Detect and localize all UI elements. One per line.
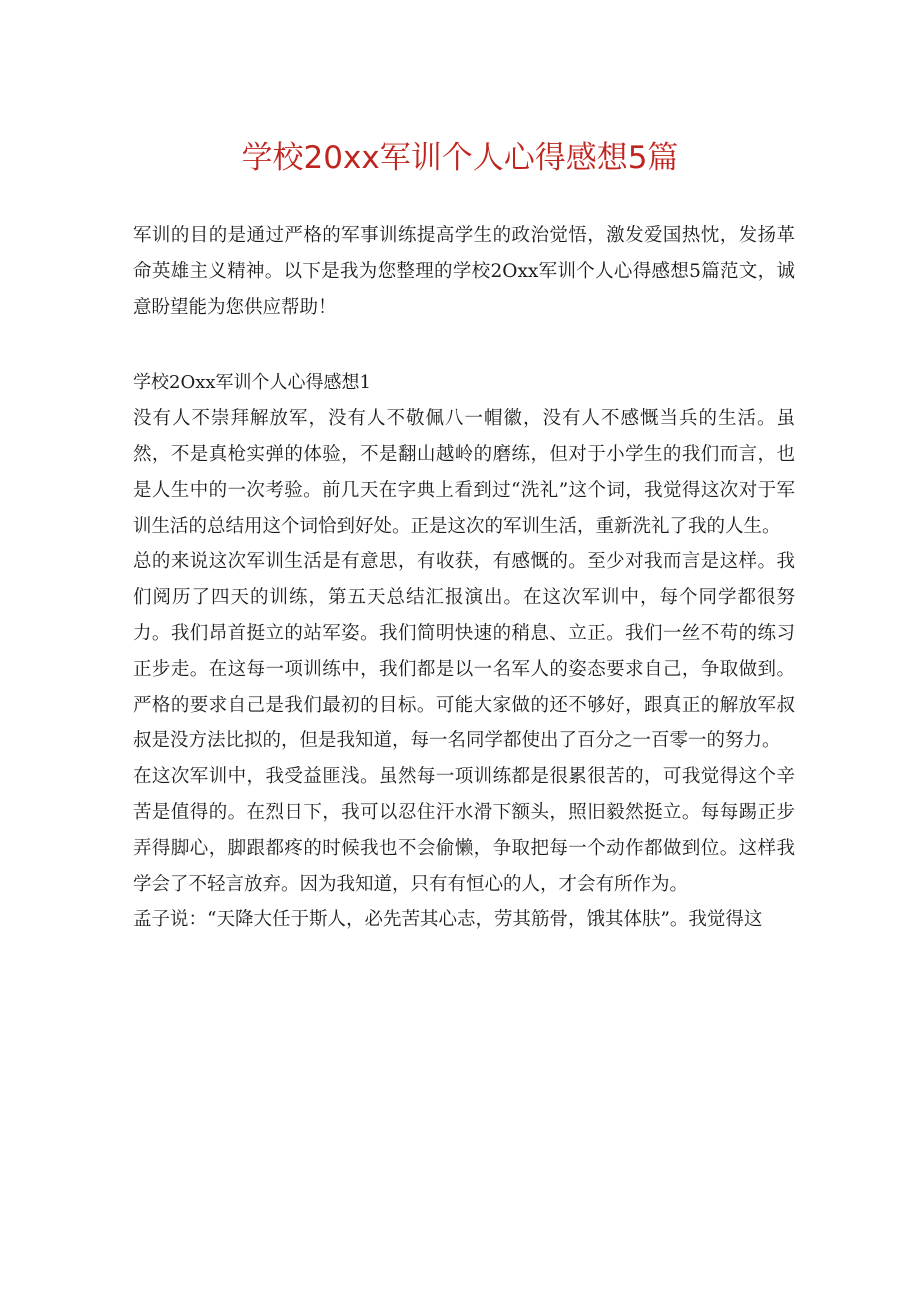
document-body	[133, 218, 795, 938]
body-paragraph-3: 在这次军训中，我受益匪浅。虽然每一项训练都是很累很苦的，可我觉得这个辛苦是值得的。在烈日下，我可以忍住汗水滑下额头，照旧毅然挺立。每每踢正步弄得脚心，脚跟都疼的时候我也不会偷懒，争取把每一个动作都做到位。这样我学会了不轻言放弃。因为我知道，只有有恒心的人，才会有所作为。	[133, 766, 795, 895]
document-title: 学校20xx军训个人心得感想5篇	[241, 140, 679, 176]
intro-paragraph: 军训的目的是通过严格的军事训练提高学生的政治觉悟，激发爱国热忱，发扬革命英雄主义精神。以下是我为您整理的学校2Oxx军训个人心得感想5篇范文，诚意盼望能为您供应帮助！	[133, 225, 795, 318]
section-heading: 学校2Oxx军训个人心得感想1	[133, 372, 371, 394]
body-paragraph-2: 总的来说这次军训生活是有意思，有收获，有感慨的。至少对我而言是这样。我们阅历了四天的训练，第五天总结汇报演出。在这次军训中，每个同学都很努力。我们昂首挺立的站军姿。我们简明快速的稍息、立正。我们一丝不苟的练习正步走。在这每一项训练中，我们都是以一名军人的姿态要求自己，争取做到。严格的要求自己是我们最初的目标。可能大家做的还不够好，跟真正的解放军叔叔是没方法比拟的，但是我知道，每一名同学都使出了百分之一百零一的努力。	[133, 551, 795, 752]
body-paragraph-4: 孟子说：“天降大任于斯人，必先苦其心志，劳其筋骨，饿其体肤”。我觉得这	[133, 909, 763, 931]
body-paragraph-1: 没有人不崇拜解放军，没有人不敬佩八一帽徽，没有人不感慨当兵的生活。虽然，不是真枪实弹的体验，不是翻山越岭的磨练，但对于小学生的我们而言，也是人生中的一次考验。前几天在字典上看到过“洗礼”这个词，我觉得这次对于军训生活的总结用这个词恰到好处。正是这次的军训生活，重新洗礼了我的人生。	[133, 408, 795, 537]
